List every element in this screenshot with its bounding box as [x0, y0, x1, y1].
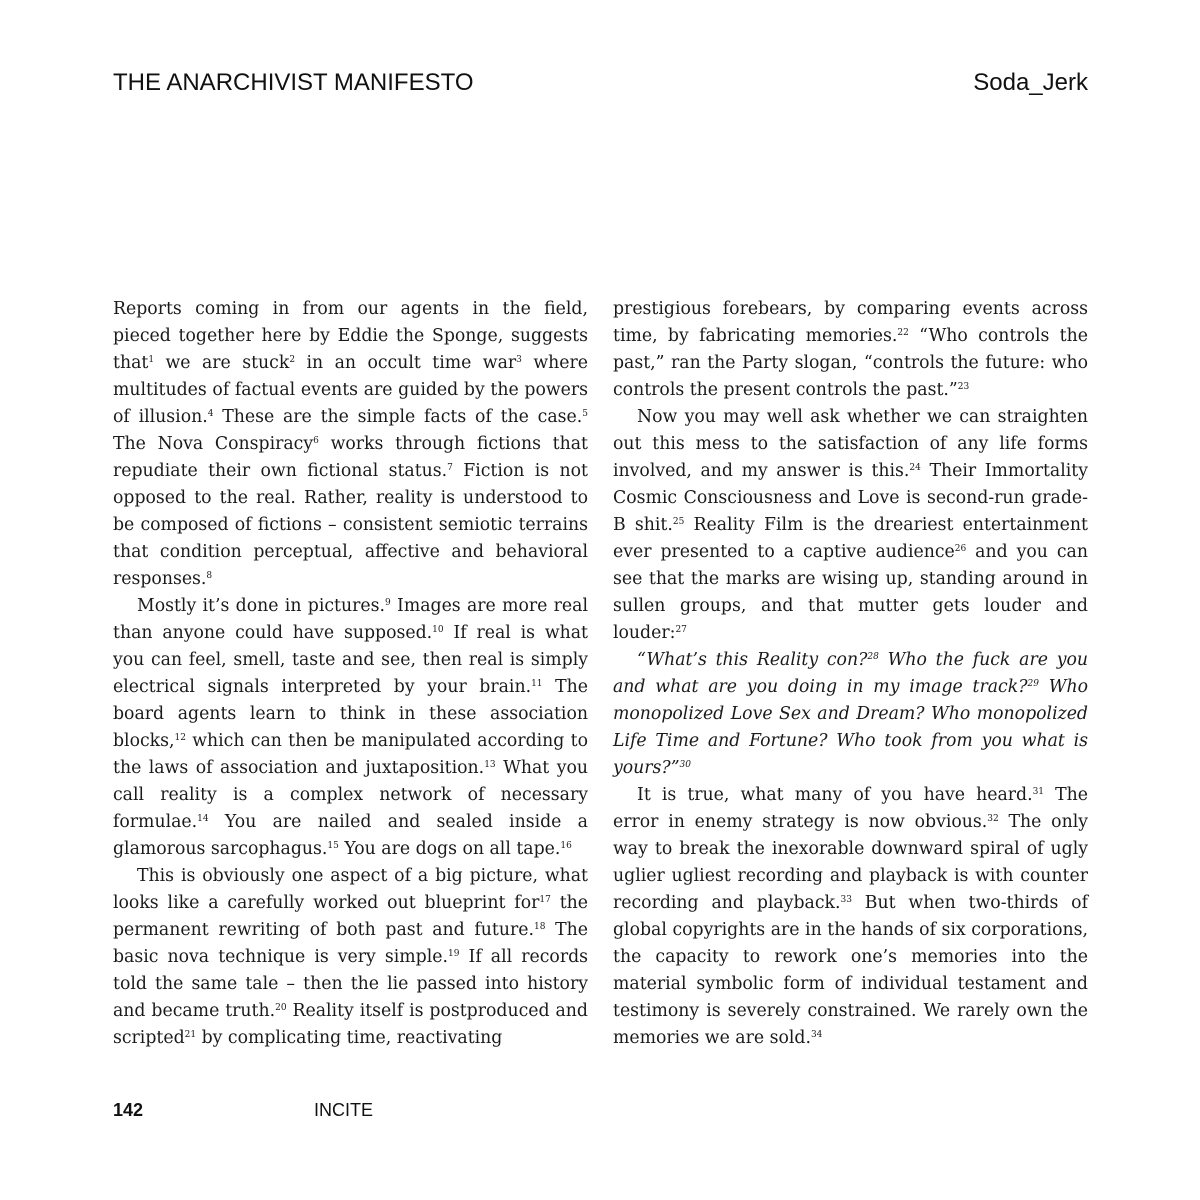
paragraph: Reports coming in from our agents in the field, pieced together here by Eddie the Sponge, suggests that$^1$ we are stuck$^2$ in an occult time war$^3$ where multitudes of factual events are guided by the powers of illusion.$^4$ These are the simple facts of the case.$^5$ The Nova Conspiracy$^6$ works through fictions that repudiate their own fictional status.$^7$ Fiction is not opposed to the real. Rather, reality is understood to be composed of fictions – consistent semiotic terrains that condition perceptual, affective and behavioral responses.$^8$	[113, 299, 589, 589]
footnote-ref: 3	[516, 355, 522, 365]
footnote-ref: 31	[1032, 787, 1045, 797]
footnote-ref: 12	[174, 733, 186, 743]
footnote-ref: 10	[432, 625, 444, 635]
running-header-title: THE ANARCHIVIST MANIFESTO	[113, 69, 474, 96]
page-number: 142	[113, 1100, 144, 1120]
footnote-ref: 1	[148, 355, 155, 365]
footnote-ref: 19	[447, 949, 460, 959]
journal-name: INCITE	[314, 1100, 374, 1120]
footnote-ref: 16	[560, 841, 572, 851]
running-header-author: Soda_Jerk	[973, 69, 1088, 96]
paragraph: This is obviously one aspect of a big picture, what looks like a carefully worked out blueprint for$^{17}$ the permanent rewriting of both past and future.$^{18}$ The basic nova technique is very simple.$^{19}$ If all records told the same tale – then the lie passed into history and became truth.$^{20}$ Reality itself is postproduced and scripted$^{21}$ by complicating time, reactivating	[113, 866, 589, 1048]
footnote-ref: 34	[810, 1030, 823, 1040]
footnote-ref: 2	[289, 355, 296, 365]
paragraph: prestigious forebears, by comparing events across time, by fabricating memories.$^{22}$ “Who controls the past,” ran the Party slogan, “controls the future: who controls the present controls the past.”$^{23}$	[613, 299, 1088, 400]
footnote-ref: 17	[539, 895, 551, 905]
footnote-ref: 7	[447, 463, 453, 473]
footnote-ref: 4	[207, 409, 214, 419]
footnote-ref: 23	[957, 382, 970, 392]
left-column	[113, 296, 588, 1052]
footnote-ref: 11	[531, 679, 543, 689]
footnote-ref: 9	[384, 598, 391, 608]
footnote-ref: 33	[840, 895, 852, 905]
footnote-ref: 13	[484, 760, 496, 770]
footnote-ref: 32	[987, 814, 999, 824]
footnote-ref: 18	[533, 922, 546, 932]
footnote-ref: 27	[675, 625, 687, 635]
footnote-ref: 15	[327, 841, 339, 851]
footnote-ref: 6	[313, 436, 319, 446]
footnote-ref: 21	[184, 1030, 197, 1040]
footnote-ref: 26	[954, 544, 967, 554]
quote-paragraph: “What’s this Reality con?$^{28}$ Who the fuck are you and what are you doing in my image track?$^{29}$ Who monopolized Love Sex and Dream? Who monopolized Life Time and Fortune? Who took from you what is yours?”$^{30}$	[613, 650, 1089, 778]
footnote-ref: 5	[582, 409, 588, 419]
footnote-ref: 14	[197, 814, 209, 824]
paragraph: It is true, what many of you have heard.$^{31}$ The error in enemy strategy is now obvious.$^{32}$ The only way to break the inexorable downward spiral of ugly uglier ugliest recording and playback is with counter recording and playback.$^{33}$ But when two-thirds of global copyrights are in the hands of six corporations, the capacity to rework one’s memories into the material symbolic form of individual testament and testimony is severely constrained. We rarely own the memories we are sold.$^{34}$	[613, 785, 1088, 1048]
right-column	[613, 296, 1088, 1052]
footnote-ref: 24	[909, 463, 921, 473]
footnote-ref: 28	[867, 652, 879, 662]
footnote-ref: 29	[1027, 679, 1039, 689]
footnote-ref: 20	[275, 1003, 287, 1013]
footnote-ref: 30	[679, 760, 691, 770]
footnote-ref: 8	[206, 571, 213, 581]
paragraph: Now you may well ask whether we can straighten out this mess to the satisfaction of any life forms involved, and my answer is this.$^{24}$ Their Immortality Cosmic Consciousness and Love is second-run grade-B shit.$^{25}$ Reality Film is the dreariest entertainment ever presented to a captive audience$^{26}$ and you can see that the marks are wising up, standing around in sullen groups, and that mutter gets louder and louder:$^{27}$	[613, 407, 1088, 643]
footnote-ref: 25	[672, 517, 685, 527]
footnote-ref: 22	[897, 328, 909, 338]
paragraph: Mostly it’s done in pictures.$^9$ Images are more real than anyone could have supposed.$^{10}$ If real is what you can feel, smell, taste and see, then real is simply electrical signals interpreted by your brain.$^{11}$ The board agents learn to think in these association blocks,$^{12}$ which can then be manipulated according to the laws of association and juxtaposition.$^{13}$ What you call reality is a complex network of necessary formulae.$^{14}$ You are nailed and sealed inside a glamorous sarcophagus.$^{15}$ You are dogs on all tape.$^{16}$	[113, 596, 588, 859]
